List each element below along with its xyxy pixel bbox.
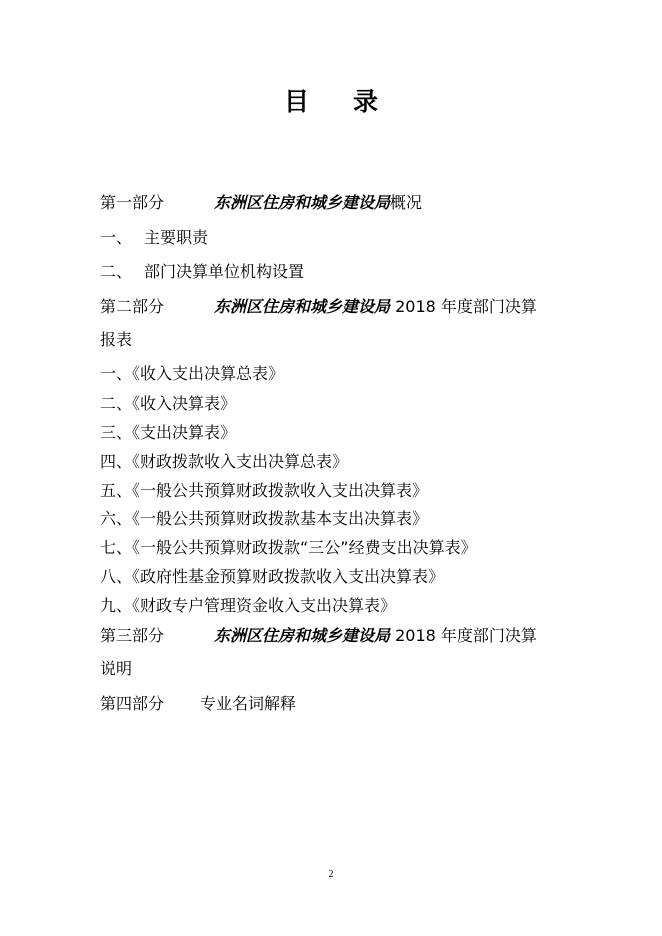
part-suffix: 概况 <box>390 193 423 212</box>
title-char: 目 <box>283 87 309 116</box>
dept-name: 东洲区住房和城乡建设局 <box>214 626 391 645</box>
toc-item: 二、《收入决算表》 <box>100 394 237 413</box>
item-num: 二、 <box>100 262 133 281</box>
title-char: 录 <box>353 87 379 116</box>
toc-item <box>100 228 208 248</box>
part-suffix: 2018 年度部门决算 <box>395 626 537 645</box>
dept-name: 东洲区住房和城乡建设局 <box>214 193 391 212</box>
toc-part2 <box>100 297 537 317</box>
toc-item: 九、《财政专户管理资金收入支出决算表》 <box>100 596 397 615</box>
toc-item: 八、《政府性基金预算财政拨款收入支出决算表》 <box>100 567 445 586</box>
toc-item: 六、《一般公共预算财政拨款基本支出决算表》 <box>100 509 429 528</box>
part-text: 专业名词解释 <box>200 694 297 713</box>
toc-item <box>100 262 304 282</box>
toc-part3 <box>100 626 537 646</box>
item-text: 部门决算单位机构设置 <box>144 262 305 281</box>
page-title <box>0 82 662 118</box>
item-num: 一、 <box>100 228 133 247</box>
toc-item: 五、《一般公共预算财政拨款收入支出决算表》 <box>100 481 429 500</box>
page-number: 2 <box>328 869 334 880</box>
item-text: 主要职责 <box>144 228 209 247</box>
toc-item: 七、《一般公共预算财政拨款“三公”经费支出决算表》 <box>100 538 477 557</box>
part-label: 第一部分 <box>100 193 165 212</box>
part-label: 第四部分 <box>100 694 165 713</box>
dept-name: 东洲区住房和城乡建设局 <box>214 297 391 316</box>
toc-item: 一、《收入支出决算总表》 <box>100 364 285 383</box>
toc-item: 三、《支出决算表》 <box>100 423 237 442</box>
toc-part1 <box>100 193 422 213</box>
part-label: 第二部分 <box>100 297 165 316</box>
toc-part4 <box>100 694 296 714</box>
toc-part3-cont: 说明 <box>100 659 133 678</box>
part-label: 第三部分 <box>100 626 165 645</box>
toc-item: 四、《财政拨款收入支出决算总表》 <box>100 452 349 471</box>
toc-part2-cont: 报表 <box>100 330 133 349</box>
part-suffix: 2018 年度部门决算 <box>395 297 537 316</box>
